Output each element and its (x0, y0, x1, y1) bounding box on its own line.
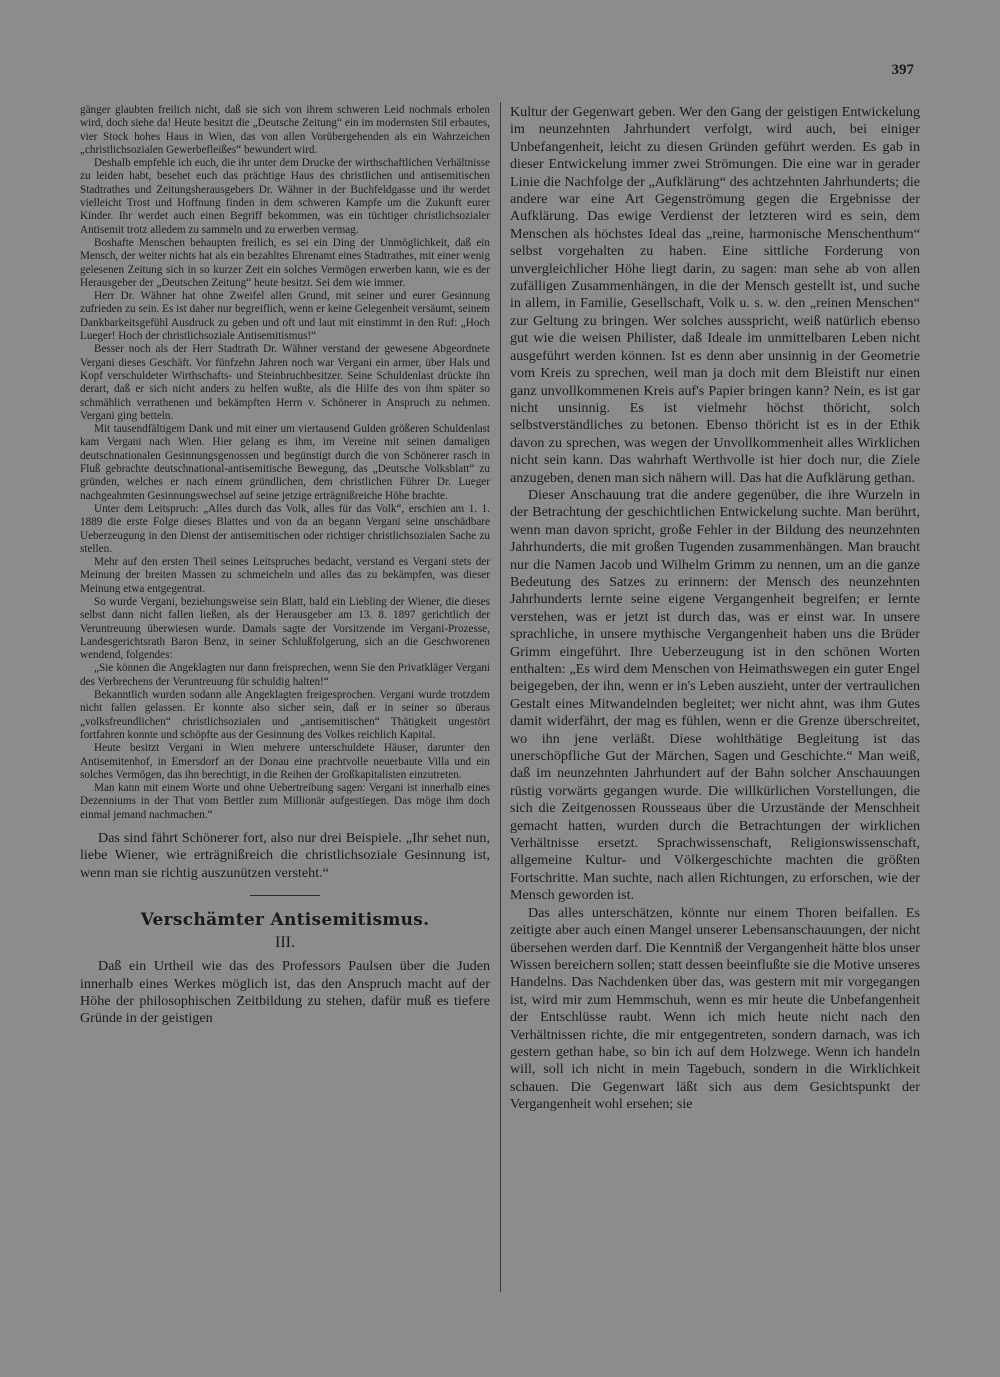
paragraph: Daß ein Urtheil wie das des Professors Paulsen über die Juden innerhalb eines Werkes möglich ist, das den Anspruch macht auf der Höhe der philosophischen Zeitbildung zu stehen, dafür muß es tiefere Gründe in der geistigen (80, 958, 490, 1027)
paragraph: Kultur der Gegenwart geben. Wer den Gang der geistigen Entwickelung im neunzehnten Jahrhundert verfolgt, wird auch, bei einiger Unbefangenheit, leicht zu diesen Gründen geführt werden. Es gab in dieser Entwickelung immer zwei Strömungen. Die eine war in gerader Linie die Nachfolge der „Aufklärung“ des achtzehnten Jahrhunderts; die andere war eine Art Gegenströmung gegen die Ergebnisse der Aufklärung. Das ewige Verdienst der letzteren wird es sein, dem Menschen als höchstes Ideal das „reine, harmonische Menschenthum“ selbst vorgehalten zu haben. Eine sittliche Forderung von unvergleichlicher Höhe liegt darin, zu sagen: man sehe ab von allen zufälligen Zusammenhängen, in die der Mensch gestellt ist, und suche in allem, in Familie, Gesellschaft, Volk u. s. w. den „reinen Menschen“ zur Geltung zu bringen. Wer solches ausspricht, weiß natürlich ebenso gut wie die weisen Philister, daß Ideale im unmittelbaren Leben nicht ausgeführt werden können. Ist es denn aber unsinnig in der Geometrie vom Kreis zu sprechen, weil man ja doch mit dem Bleistift nur einen ganz unvollkommenen Kreis auf's Papier bringen kann? Nein, es ist gar nicht unsinnig. Es ist vielmehr höchst thöricht, solch selbstverständliches zu betonen. Ebenso thöricht ist es in der Ethik davon zu sprechen, was wegen der Unvollkommenheit alles Wirklichen nicht sein kann. Das wahrhaft Werthvolle ist hier doch nur, die Ziele anzugeben, denen man sich nähern will. Das hat die Aufklärung gethan. (510, 104, 920, 486)
page-number: 397 (891, 62, 914, 78)
body-text-block (80, 958, 490, 1028)
paragraph: Bekanntlich wurden sodann alle Angeklagten freigesprochen. Vergani wurde trotzdem nicht fallen gelassen. Er konnte also sicher sein, daß er in seiner so überaus „volksfreundlichen“ christlichsozialen und „antisemitischen“ Thätigkeit ungestört fortfahren konnte und schöpfte aus der Gesinnung des Volkes reichlich Kapital. (80, 689, 490, 741)
body-text-block (80, 830, 490, 882)
paragraph: Mehr auf den ersten Theil seines Leitspruches bedacht, verstand es Vergani stets der Meinung der breiten Massen zu schmeicheln und alles das zu bekämpfen, was dieser Meinung etwa entgegentrat. (80, 556, 490, 595)
left-column (80, 104, 490, 1294)
paragraph: „Sie können die Angeklagten nur dann freisprechen, wenn Sie den Privatkläger Vergani des Verbrechens der Veruntreuung für schuldig halten!“ (80, 662, 490, 688)
paragraph: Boshafte Menschen behaupten freilich, es sei ein Ding der Unmöglichkeit, daß ein Mensch, der weiter nichts hat als ein bezahltes Ehrenamt eines Stadtrathes, mit einer wenig gelesenen Zeitung sich in so kurzer Zeit ein solches Vermögen erwerben kann, wie es der Herausgeber der „Deutschen Zeitung“ heute besitzt. Sei dem wie immer. (80, 236, 490, 289)
paragraph: Man kann mit einem Worte und ohne Uebertreibung sagen: Vergani ist innerhalb eines Dezenniums in der That vom Bettler zum Millionär aufgestiegen. Das möge ihm doch einmal jemand nachmachen.“ (80, 782, 490, 821)
right-column (510, 104, 920, 1299)
paragraph: Besser noch als der Herr Stadtrath Dr. Wähner verstand der gewesene Abgeordnete Vergani dieses Geschäft. Vor fünfzehn Jahren noch war Vergani ein armer, über Hals und Kopf verschuldeter Wirthschafts- und Steinbruchbesitzer. Seine Schuldenlast drückte ihn derart, daß er sich nicht anders zu helfen wußte, als die Hilfe des von ihm später so schmählich verrathenen und bekämpften Herrn v. Schönerer in Anspruch zu nehmen. Vergani ging betteln. (80, 343, 490, 422)
paragraph: Das alles unterschätzen, könnte nur einem Thoren beifallen. Es zeitigte aber auch einen Mangel unserer Lebensanschauungen, der nicht übersehen werden darf. Die Kenntniß der Vergangenheit hätte blos unser Wissen bereichern sollen; statt dessen beeinflußte sie die Motive unseres Handelns. Das Nachdenken über das, was gestern mit mir vorgegangen ist, wird mir zum Hemmschuh, wenn es mir heute die Unbefangenheit der Entschlüsse raubt. Wenn ich mich heute nicht nach den Verhältnissen richte, die mir entgegentreten, sondern darnach, was ich gestern gethan habe, so bin ich auf dem Holzwege. Wenn ich handeln will, soll ich nicht in mein Tagebuch, sondern in die Wirklichkeit schauen. Die Gegenwart läßt sich aus dem Gesichtspunkt der Vergangenheit wohl ersehen; sie (510, 904, 920, 1113)
section-divider (250, 895, 320, 896)
column-rule (500, 102, 501, 1292)
section-heading: Verschämter Antisemitismus. (140, 910, 430, 931)
paragraph: Mit tausendfältigem Dank und mit einer um viertausend Gulden größeren Schuldenlast kam Vergani nach Wien. Hier gelang es ihm, im Vereine mit seinen damaligen deutschnationalen Gesinnungsgenossen und begünstigt durch die von Schönerer rasch in Fluß gebrachte deutschnational-antisemitische Bewegung, das „Deutsche Volksblatt“ zu gründen, welches er nach einem gründlichen, dem christlichen Führer Dr. Lueger nachgeahmten Gesinnungswechsel auf seine jetzige erträgnißreiche Höhe brachte. (80, 423, 490, 502)
paragraph: Heute besitzt Vergani in Wien mehrere unterschuldete Häuser, darunter den Antisemitenhof, in Emersdorf an der Donau eine prachtvolle neuerbaute Villa und ein solches Vermögen, das ihn berechtigt, in die Reihen der Großkapitalisten einzutreten. (80, 742, 490, 781)
quoted-text-block (80, 104, 490, 822)
section-number: III. (275, 934, 295, 952)
paragraph: Unter dem Leitspruch: „Alles durch das Volk, alles für das Volk“, erschien am 1. 1. 1889 die erste Folge dieses Blattes und von da an begann Vergani seine unschädbare Ueberzeugung in den Dienst der antisemitischen oder richtiger christlichsozialen Sache zu stellen. (80, 502, 490, 555)
paragraph: Herr Dr. Wähner hat ohne Zweifel allen Grund, mit seiner und eurer Gesinnung zufrieden zu sein. Es ist daher nur begreiflich, wenn er keine Gelegenheit versäumt, seinem Dankbarkeitsgefühl Ausdruck zu geben und oft und laut mit einstimmt in den Ruf: „Hoch Lueger! Hoch der christlichsoziale Antisemitismus!“ (80, 290, 490, 343)
paragraph: Deshalb empfehle ich euch, die ihr unter dem Drucke der wirthschaftlichen Verhältnisse zu leiden habt, besehet euch das prächtige Haus des christlichen und antisemitischen Stadtrathes und Zeitungsherausgebers Dr. Wähner in der Buchfeldgasse und ihr werdet vielleicht Trost und Hoffnung finden in dem schweren Kampfe um die Zukunft eurer Kinder. Ihr werdet auch einen Begriff bekommen, was ein tüchtiger christlichsozialer Antisemit trotz alledem zu sammeln und zu erwerben vermag. (80, 157, 490, 236)
paragraph: Das sind fährt Schönerer fort, also nur drei Beispiele. „Ihr sehet nun, liebe Wiener, wie erträgnißreich die christlichsoziale Gesinnung ist, wenn man sie richtig auszunützen versteht.“ (80, 830, 490, 881)
paragraph: gänger glaubten freilich nicht, daß sie sich von ihrem schweren Leid nochmals erholen wird, doch siehe da! Heute besitzt die „Deutsche Zeitung“ ein im modernsten Stil erbautes, vier Stock hohes Haus in Wien, das von allen Vorübergehenden als ein Wahrzeichen „christlichsozialen Gewerbefleißes“ bewundert wird. (80, 104, 490, 156)
paragraph: So wurde Vergani, beziehungsweise sein Blatt, bald ein Liebling der Wiener, die dieses selbst dann nicht fallen ließen, als der Herausgeber am 13. 8. 1897 gerichtlich der Veruntreuung überwiesen wurde. Damals sagte der Vorsitzende im Vergani-Prozesse, Landesgerichtsrath Baron Benz, in seiner Schlußfolgerung, sich an die Geschworenen wendend, folgendes: (80, 595, 490, 662)
paragraph: Dieser Anschauung trat die andere gegenüber, die ihre Wurzeln in der Betrachtung der geschichtlichen Entwickelung suchte. Man berührt, wenn man davon spricht, große Fehler in der Bildung des neunzehnten Jahrhunderts, die mit großen Tugenden zusammenhängen. Man braucht nur die Namen Jacob und Wilhelm Grimm zu nennen, um an die ganze Bedeutung des Satzes zu erinnern: der Mensch des neunzehnten Jahrhunderts lernte seine eigene Vergangenheit begreifen; er lernte verstehen, was er jetzt ist durch das, was er einst war. In unsere sprachliche, in unsere mythische Vergangenheit haben uns die Brüder Grimm eingeführt. Ihre Ueberzeugung ist in den schönen Worten enthalten: „Es wird dem Menschen von Heimathswegen ein guter Engel beigegeben, der ihn, wenn er in's Leben auszieht, unter der vertraulichen Gestalt eines Mitwandelnden begleitet; wer nicht ahnt, was ihm Gutes damit widerfährt, der mag es fühlen, wenn er die Grenze überschreitet, wo ihn jene verläßt. Diese wohlthätige Begleitung ist das unerschöpfliche Gut der Märchen, Sagen und Geschichte.“ Man weiß, daß im neunzehnten Jahrhundert auf der Bahn solcher Anschauungen rüstig vorwärts gegangen wurde. Die willkürlichen Vorstellungen, die sich die Zeitgenossen Rousseaus über die Urzustände der Menschheit gemacht hatten, wurden durch die Betrachtungen der wirklichen Verhältnisse ersetzt. Sprachwissenschaft, Religionswissenschaft, allgemeine Kultur- und Völkergeschichte machten die größten Fortschritte. Man suchte, nach allen Richtungen, zu erforschen, wie der Mensch geworden ist. (510, 486, 920, 904)
